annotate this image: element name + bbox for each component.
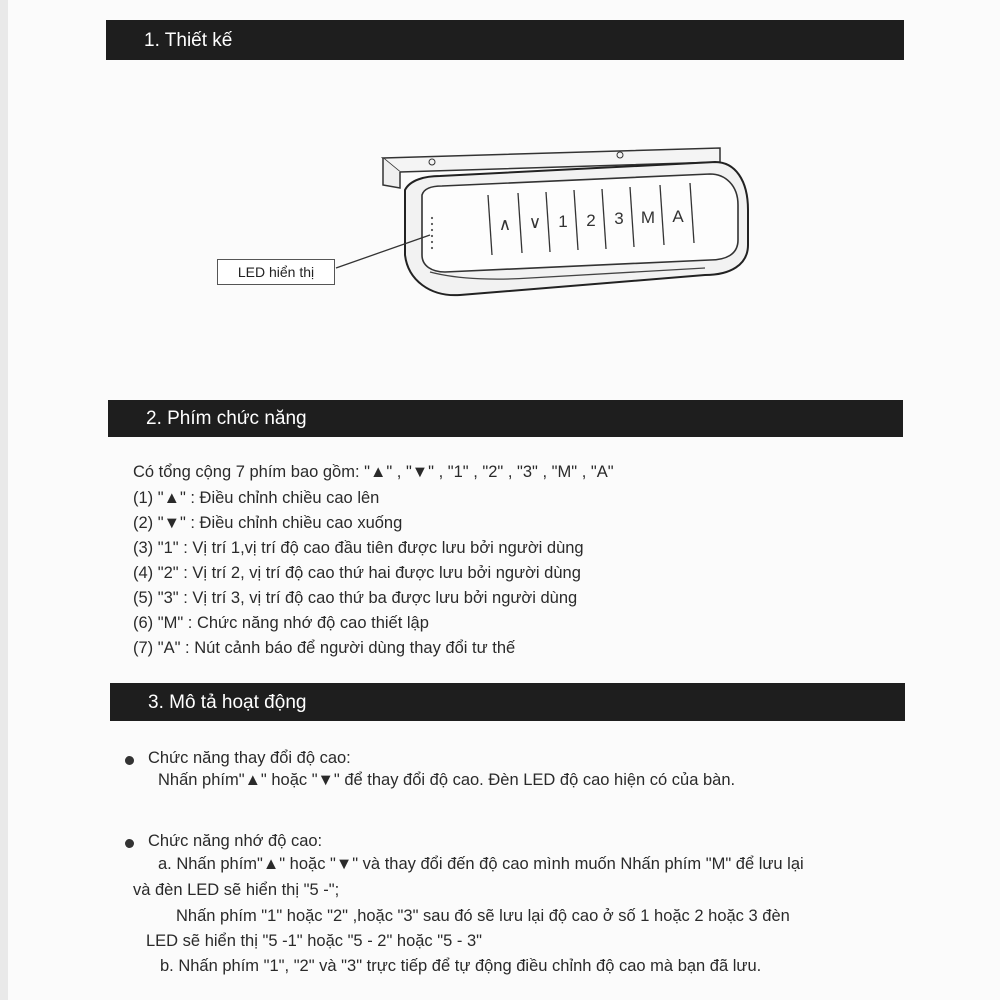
led-display-label <box>217 259 335 285</box>
page-edge <box>0 0 8 1000</box>
memory-step-b: b. Nhấn phím "1", "2" và "3" trực tiếp để tự động điều chỉnh độ cao mà bạn đã lưu. <box>160 957 762 975</box>
section-title: 3. Mô tả hoạt động <box>148 691 307 713</box>
key-item: (4) "2" : Vị trí 2, vị trí độ cao thứ hai được lưu bởi người dùng <box>133 564 581 582</box>
height-change-text: Nhấn phím"▲" hoặc "▼" để thay đổi độ cao. Đèn LED độ cao hiện có của bàn. <box>158 771 736 789</box>
led-label-text: LED hiển thị <box>237 264 315 280</box>
keypad-key-label: M <box>640 208 656 227</box>
keys-intro: Có tổng cộng 7 phím bao gồm: "▲" , "▼" , "1" , "2" , "3" , "M" , "A" <box>133 463 614 481</box>
bullet-icon <box>125 839 134 848</box>
section-heading-operation <box>110 683 905 721</box>
keypad-key-label: ∨ <box>528 213 542 232</box>
section-title: 1. Thiết kế <box>144 29 233 51</box>
key-item: (6) "M" : Chức năng nhớ độ cao thiết lập <box>133 614 429 632</box>
memory-step-a: a. Nhấn phím"▲" hoặc "▼" và thay đổi đến độ cao mình muốn Nhấn phím "M" để lưu lại <box>158 855 804 873</box>
keypad-key-label: 3 <box>614 209 624 228</box>
key-item: (5) "3" : Vị trí 3, vị trí độ cao thứ ba được lưu bởi người dùng <box>133 589 578 607</box>
keypad-key-label: ∧ <box>498 215 512 234</box>
keypad-key-label: 1 <box>558 212 568 231</box>
section-heading-keys <box>108 400 903 437</box>
section-title: 2. Phím chức năng <box>146 408 307 429</box>
key-item: (3) "1" : Vị trí 1,vị trí độ cao đầu tiên được lưu bởi người dùng <box>133 539 584 557</box>
keypad-key-label: A <box>672 207 684 226</box>
key-item: (7) "A" : Nút cảnh báo để người dùng thay đổi tư thế <box>133 639 516 657</box>
key-item: (1) "▲" : Điều chỉnh chiều cao lên <box>133 489 380 507</box>
memory-step-a-cont: và đèn LED sẽ hiển thị "5 -"; <box>133 881 340 899</box>
memory-step-a-led: LED sẽ hiển thị "5 -1" hoặc "5 - 2" hoặc "5 - 3" <box>146 932 482 950</box>
keypad-key-label: 2 <box>586 211 596 230</box>
key-item: (2) "▼" : Điều chỉnh chiều cao xuống <box>133 514 403 532</box>
memory-heading: Chức năng nhớ độ cao: <box>148 832 323 850</box>
memory-step-a-keys: Nhấn phím "1" hoặc "2" ,hoặc "3" sau đó sẽ lưu lại độ cao ở số 1 hoặc 2 hoặc 3 đèn <box>176 907 790 925</box>
bullet-icon <box>125 756 134 765</box>
section-heading-design <box>106 20 904 60</box>
height-change-heading: Chức năng thay đổi độ cao: <box>148 749 351 767</box>
